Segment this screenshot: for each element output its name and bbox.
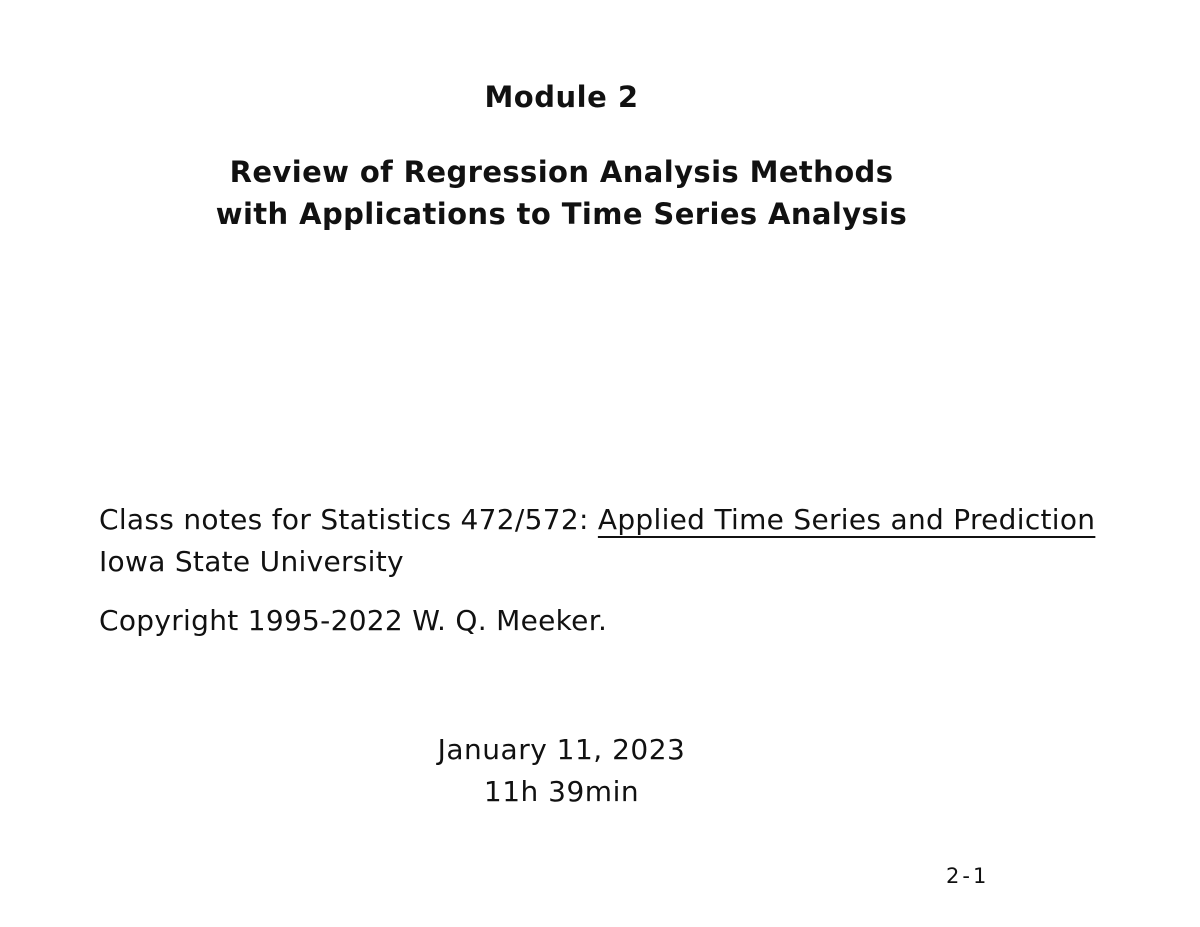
course-name-link[interactable]: Applied Time Series and Prediction xyxy=(597,503,1096,536)
slide-time: 11h 39min xyxy=(483,775,640,808)
slide-date: January 11, 2023 xyxy=(437,733,686,766)
module-title: Module 2 xyxy=(484,80,639,114)
class-notes-line xyxy=(99,503,1095,536)
copyright-notice: Copyright 1995-2022 W. Q. Meeker. xyxy=(99,604,608,637)
class-notes-prefix: Class notes for Statistics 472/572: xyxy=(99,503,598,536)
university-name: Iowa State University xyxy=(99,545,404,578)
page-number: 2-1 xyxy=(946,864,990,888)
slide-title-line-2: with Applications to Time Series Analysis xyxy=(215,197,908,231)
slide-title-line-1: Review of Regression Analysis Methods xyxy=(229,155,894,189)
